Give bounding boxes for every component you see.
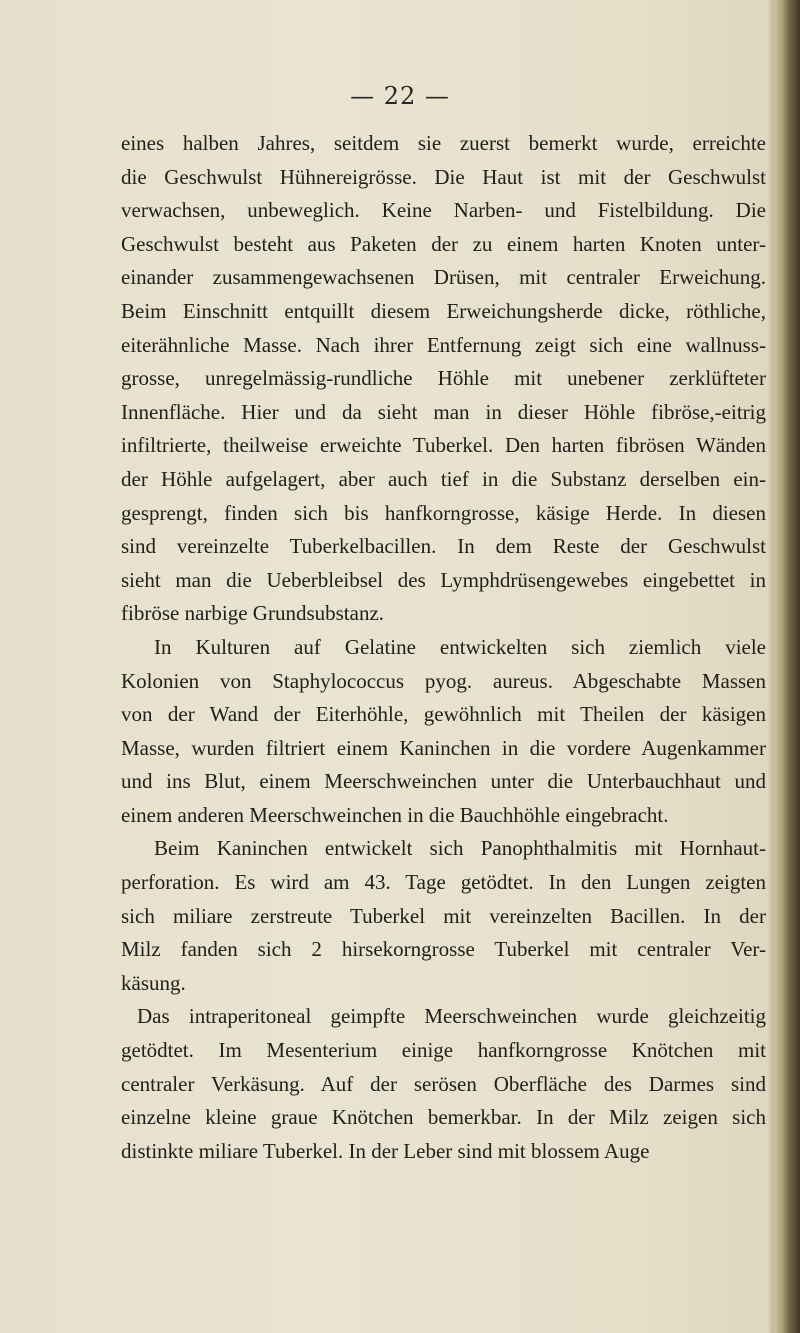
text-line: infiltrierte, theilweise erweichte Tuberkel. Den harten fibrösen Wänden	[121, 433, 766, 458]
text-line: einander zusammengewachsenen Drüsen, mit centraler Erweichung.	[121, 265, 766, 290]
text-line: Milz fanden sich 2 hirsekorngrosse Tuberkel mit centraler Ver-	[121, 937, 766, 962]
text-line: grosse, unregelmässig-rundliche Höhle mit unebener zerklüfteter	[121, 366, 766, 391]
paragraph	[121, 1000, 766, 1168]
text-line: centraler Verkäsung. Auf der serösen Oberfläche des Darmes sind	[121, 1071, 766, 1096]
text-line: Das intraperitoneal geimpfte Meerschweinchen wurde gleichzeitig	[137, 1004, 766, 1029]
text-line: eiterähnliche Masse. Nach ihrer Entfernung zeigt sich eine wallnuss-	[121, 332, 766, 357]
page-number-header: — 22 —	[350, 82, 450, 110]
text-line: einzelne kleine graue Knötchen bemerkbar. In der Milz zeigen sich	[121, 1105, 766, 1130]
text-line: distinkte miliare Tuberkel. In der Leber sind mit blossem Auge	[121, 1138, 650, 1163]
text-line: und ins Blut, einem Meerschweinchen unter die Unterbauchhaut und	[121, 769, 766, 794]
text-line: In Kulturen auf Gelatine entwickelten sich ziemlich viele	[154, 634, 766, 659]
paragraph	[121, 127, 766, 631]
text-line: fibröse narbige Grundsubstanz.	[121, 601, 385, 626]
text-line: der Höhle aufgelagert, aber auch tief in die Substanz derselben ein-	[121, 466, 766, 491]
text-line: einem anderen Meerschweinchen in die Bauchhöhle eingebracht.	[121, 802, 669, 827]
body-text	[121, 127, 766, 1168]
text-line: gesprengt, finden sich bis hanfkorngrosse, käsige Herde. In diesen	[121, 500, 766, 525]
text-line: sich miliare zerstreute Tuberkel mit vereinzelten Bacillen. In der	[121, 903, 766, 928]
paragraph	[121, 832, 766, 1000]
text-line: die Geschwulst Hühnereigrösse. Die Haut ist mit der Geschwulst	[121, 164, 766, 189]
paragraph	[121, 631, 766, 833]
text-line: verwachsen, unbeweglich. Keine Narben- und Fistelbildung. Die	[121, 198, 766, 223]
text-line: Beim Einschnitt entquillt diesem Erweichungsherde dicke, röthliche,	[121, 298, 766, 323]
text-line: Masse, wurden filtriert einem Kaninchen in die vordere Augenkammer	[121, 735, 766, 760]
text-line: sind vereinzelte Tuberkelbacillen. In dem Reste der Geschwulst	[121, 534, 766, 559]
text-line: getödtet. Im Mesenterium einige hanfkorngrosse Knötchen mit	[121, 1038, 766, 1063]
text-line: sieht man die Ueberbleibsel des Lymphdrüsengewebes eingebettet in	[121, 567, 766, 592]
text-line: eines halben Jahres, seitdem sie zuerst bemerkt wurde, erreichte	[121, 131, 766, 155]
text-line: perforation. Es wird am 43. Tage getödtet. In den Lungen zeigten	[121, 870, 766, 895]
text-line: Kolonien von Staphylococcus pyog. aureus. Abgeschabte Massen	[121, 668, 766, 693]
text-line: Geschwulst besteht aus Paketen der zu einem harten Knoten unter-	[121, 231, 766, 256]
text-line: käsung.	[121, 970, 186, 995]
text-line: Beim Kaninchen entwickelt sich Panophthalmitis mit Hornhaut-	[154, 836, 766, 861]
book-spine	[774, 0, 800, 1333]
text-line: Innenfläche. Hier und da sieht man in dieser Höhle fibröse,-eitrig	[121, 399, 766, 424]
text-line: von der Wand der Eiterhöhle, gewöhnlich mit Theilen der käsigen	[121, 702, 766, 727]
